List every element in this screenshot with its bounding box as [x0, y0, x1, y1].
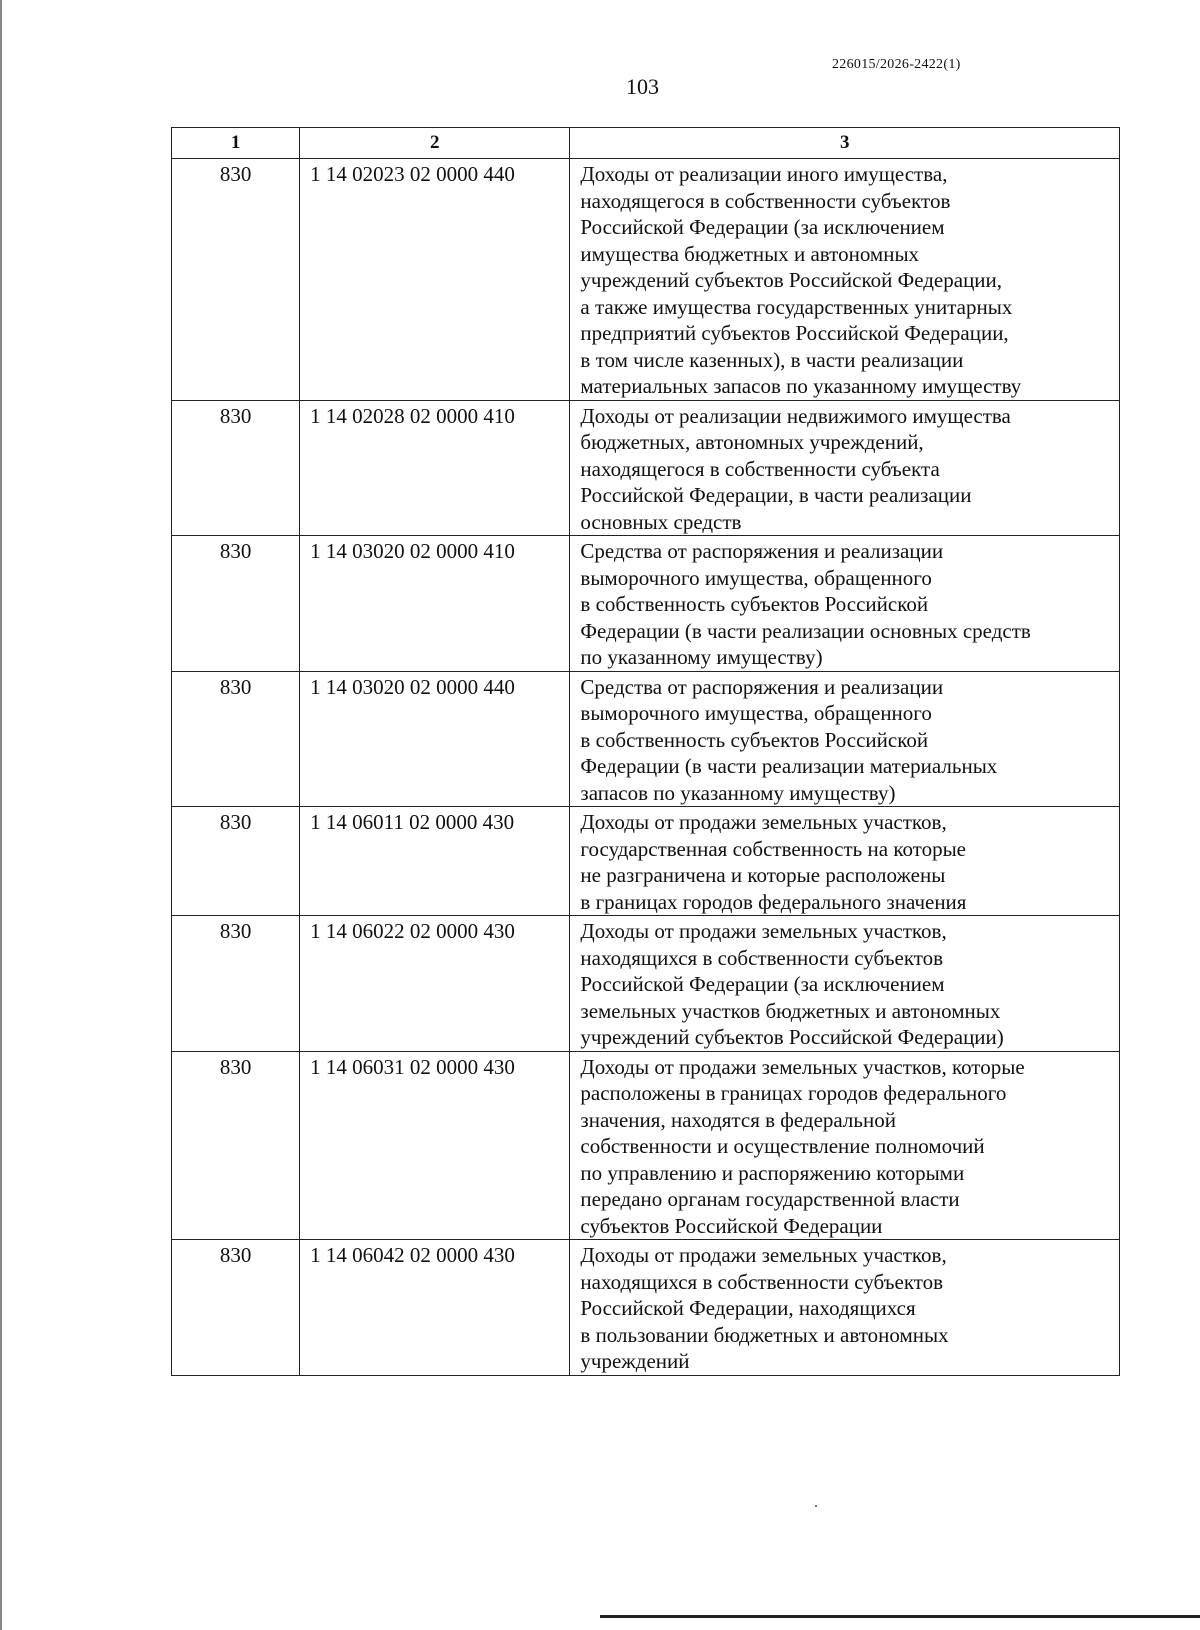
table-row: [172, 159, 1120, 401]
income-name-cell: Средства от распоряжения и реализации выморочного имущества, обращенного в собственность субъектов Российской Федерации (в части реализации материальных запасов по указанному имуществу): [570, 671, 1120, 807]
income-name-cell: Доходы от продажи земельных участков, находящихся в собственности субъектов Российской Федерации (за исключением земельных участков бюджетных и автономных учреждений субъектов Российской Федерации): [570, 916, 1120, 1052]
table-row: [172, 1051, 1120, 1240]
budget-code-cell: 1 14 02023 02 0000 440: [300, 159, 570, 401]
scan-edge-bottom: [600, 1615, 1200, 1618]
table-row: [172, 807, 1120, 916]
admin-code-cell: 830: [172, 1051, 300, 1240]
income-name-cell: Средства от распоряжения и реализации выморочного имущества, обращенного в собственность субъектов Российской Федерации (в части реализации основных средств по указанному имуществу): [570, 536, 1120, 672]
budget-codes-table: [171, 127, 1120, 1376]
income-name-cell: Доходы от реализации иного имущества, находящегося в собственности субъектов Российской Федерации (за исключением имущества бюджетных и автономных учреждений субъектов Российской Федерации, а также имущества государственных унитарных предприятий субъектов Российской Федерации, в том числе казенных), в части реализации материальных запасов по указанному имуществу: [570, 159, 1120, 401]
table-row: [172, 671, 1120, 807]
admin-code-cell: 830: [172, 400, 300, 536]
income-name-cell: Доходы от реализации недвижимого имущества бюджетных, автономных учреждений, находящегося в собственности субъекта Российской Федерации, в части реализации основных средств: [570, 400, 1120, 536]
scan-edge-left: [0, 0, 2, 1630]
budget-code-cell: 1 14 06011 02 0000 430: [300, 807, 570, 916]
budget-code-cell: 1 14 06022 02 0000 430: [300, 916, 570, 1052]
column-header-2: 2: [300, 128, 570, 159]
budget-code-cell: 1 14 03020 02 0000 440: [300, 671, 570, 807]
income-name-cell: Доходы от продажи земельных участков, которые расположены в границах городов федерального значения, находятся в федеральной собственности и осуществление полномочий по управлению и распоряжению которыми передано органам государственной власти субъектов Российской Федерации: [570, 1051, 1120, 1240]
table-header-row: [172, 128, 1120, 159]
admin-code-cell: 830: [172, 671, 300, 807]
admin-code-cell: 830: [172, 807, 300, 916]
column-header-3: 3: [570, 128, 1120, 159]
document-id: 226015/2026-2422(1): [832, 57, 961, 72]
income-name-cell: Доходы от продажи земельных участков, находящихся в собственности субъектов Российской Федерации, находящихся в пользовании бюджетных и автономных учреждений: [570, 1240, 1120, 1376]
table-row: [172, 1240, 1120, 1376]
column-header-1: 1: [172, 128, 300, 159]
admin-code-cell: 830: [172, 159, 300, 401]
admin-code-cell: 830: [172, 1240, 300, 1376]
budget-code-cell: 1 14 03020 02 0000 410: [300, 536, 570, 672]
budget-code-cell: 1 14 06042 02 0000 430: [300, 1240, 570, 1376]
page-number: 103: [626, 74, 659, 99]
table-row: [172, 400, 1120, 536]
table-row: [172, 536, 1120, 672]
budget-code-cell: 1 14 06031 02 0000 430: [300, 1051, 570, 1240]
scan-speck: [815, 1505, 817, 1507]
income-name-cell: Доходы от продажи земельных участков, государственная собственность на которые не разграничена и которые расположены в границах городов федерального значения: [570, 807, 1120, 916]
admin-code-cell: 830: [172, 916, 300, 1052]
budget-code-cell: 1 14 02028 02 0000 410: [300, 400, 570, 536]
table-row: [172, 916, 1120, 1052]
admin-code-cell: 830: [172, 536, 300, 672]
